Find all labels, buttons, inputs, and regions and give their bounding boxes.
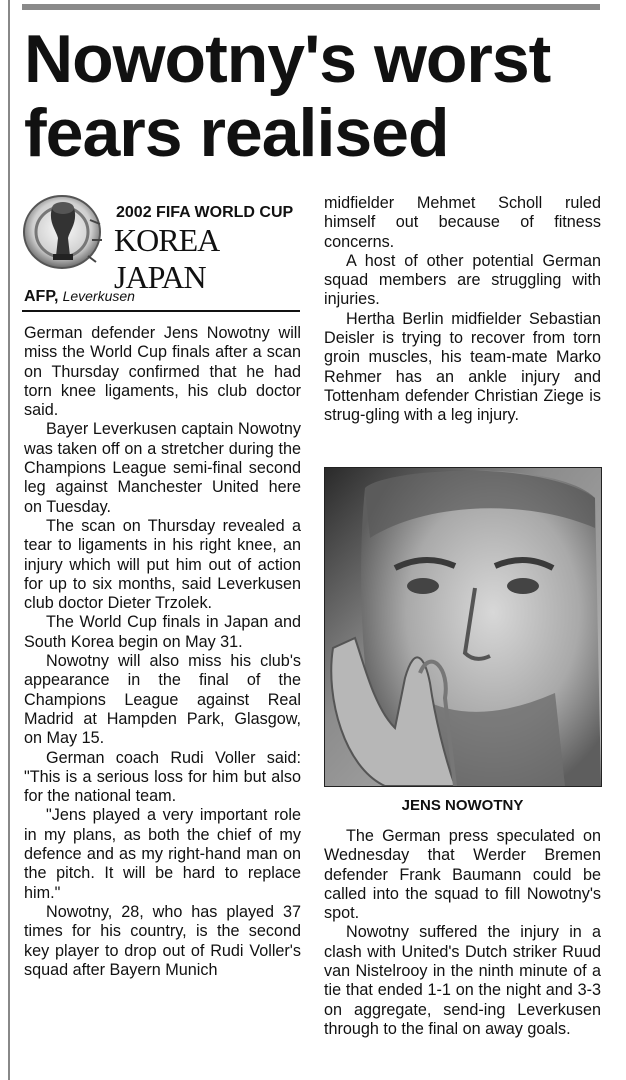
paragraph: Nowotny, 28, who has played 37 times for his country, is the second key player to drop out of Rudi Voller's squad after Bayern Munich — [24, 902, 301, 979]
byline-agency: AFP, — [24, 288, 59, 305]
top-rule — [22, 4, 600, 10]
paragraph: The scan on Thursday revealed a tear to ligaments in his right knee, an injury which will put him out of action for up to six months, said Leverkusen club doctor Dieter Trzolek. — [24, 516, 301, 613]
byline-rule — [22, 310, 300, 312]
paragraph: Bayer Leverkusen captain Nowotny was taken off on a stretcher during the Champions League semi-final second leg against Manchester United here on Tuesday. — [24, 420, 301, 516]
paragraph: German defender Jens Nowotny will miss the World Cup finals after a scan on Thursday confirmed that he had torn knee ligaments, his club doctor said. — [24, 324, 301, 420]
byline-location: Leverkusen — [62, 288, 135, 304]
logo-hosts: KOREA JAPAN — [114, 222, 218, 295]
article-right-column-top — [324, 194, 601, 426]
paragraph: Hertha Berlin midfielder Sebastian Deisler is trying to recover from torn groin muscles, his team-mate Marko Rehmer has an ankle injury and Tottenham defender Christian Ziege is strug-gling with a leg injury. — [324, 309, 601, 425]
page-left-rule — [8, 0, 10, 1080]
paragraph: Nowotny will also miss his club's appearance in the final of the Champions League against Real Madrid at Hampden Park, Glasgow, on May 15. — [24, 652, 301, 748]
headline: Nowotny's worst fears realised — [24, 21, 551, 171]
article-right-column-bottom — [324, 827, 601, 1039]
world-cup-trophy-icon — [22, 190, 108, 278]
paragraph: Nowotny suffered the injury in a clash with United's Dutch striker Ruud van Nistelrooy in the ninth minute of a tie that ended 1-1 on the night and 3-3 on aggregate, send-ing Leverkusen through to the final on away goals. — [324, 923, 601, 1038]
byline — [24, 288, 135, 306]
player-photo — [324, 467, 602, 787]
article-left-column — [24, 324, 301, 980]
paragraph: The German press speculated on Wednesday that Werder Bremen defender Frank Baumann could be called into the squad to fill Nowotny's spot. — [324, 827, 601, 923]
paragraph: midfielder Mehmet Scholl ruled himself out because of fitness concerns. — [324, 194, 601, 251]
photo-caption: JENS NOWOTNY — [401, 797, 524, 814]
paragraph: German coach Rudi Voller said: "This is a serious loss for him but also for the national team. — [24, 748, 301, 806]
world-cup-logo — [22, 190, 302, 295]
portrait-image — [325, 468, 601, 786]
paragraph: A host of other potential German squad members are struggling with injuries. — [324, 251, 601, 309]
paragraph: The World Cup finals in Japan and South Korea begin on May 31. — [24, 613, 301, 651]
logo-title: 2002 FIFA WORLD CUP — [116, 204, 294, 221]
paragraph: "Jens played a very important role in my plans, as both the chief of my defence and as my right-hand man on the pitch. It will be hard to replace him." — [24, 806, 301, 902]
